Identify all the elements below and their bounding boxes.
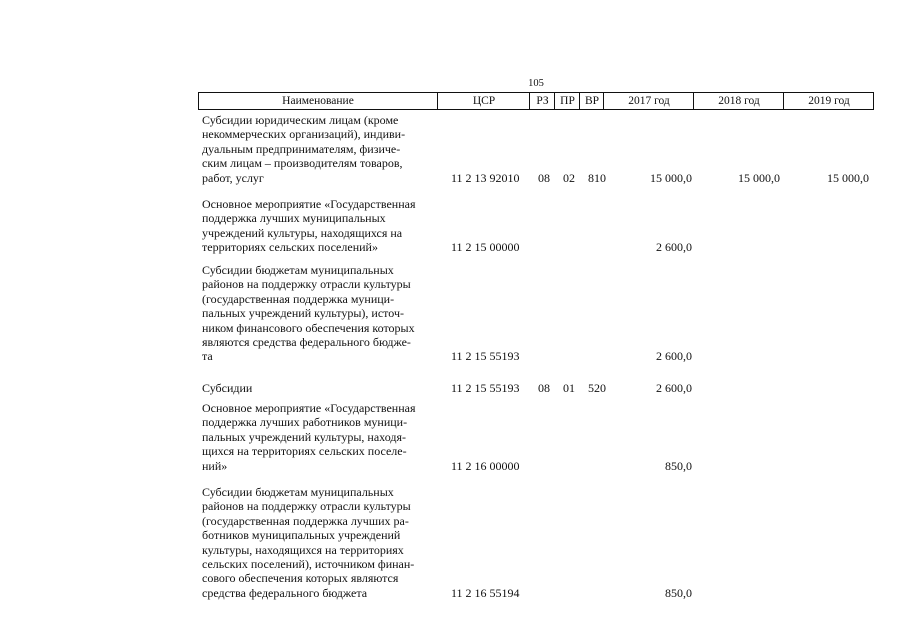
row-name-line: средства федерального бюджета <box>202 585 368 600</box>
row-name <box>202 113 438 185</box>
page-number: 105 <box>528 78 544 89</box>
header-rz: РЗ <box>529 93 555 109</box>
row-name-line: (государственная поддержка муници- <box>202 291 395 306</box>
row-name-line: пальных учреждений культуры), источ- <box>202 306 404 321</box>
row-name-line: Основное мероприятие «Государственная <box>202 197 416 211</box>
row-name-line: районов на поддержку отрасли культуры <box>202 499 411 514</box>
row-name-line: Субсидии юридическим лицам (кроме <box>202 113 399 127</box>
row-name-line: сового обеспечения которых являются <box>202 571 399 586</box>
row-name <box>202 485 438 600</box>
row-pr-value: 01 <box>563 381 575 395</box>
row-name-line: ским лицам – производителям товаров, <box>202 156 403 171</box>
row-name-line: пальных учреждений культуры, находя- <box>202 429 406 444</box>
row-name-line: Субсидии <box>202 381 253 395</box>
header-2017: 2017 год <box>603 93 694 109</box>
row-name-line: щихся на территориях сельских поселе- <box>202 444 407 459</box>
header-name: Наименование <box>282 95 354 107</box>
row-name-line: ний» <box>202 458 228 473</box>
row-vr-value: 810 <box>588 170 606 185</box>
row-vr-value: 520 <box>588 381 606 395</box>
row-name-line: поддержка лучших работников муници- <box>202 415 408 430</box>
row-y2017-value: 2 600,0 <box>656 349 692 364</box>
row-rz-value: 08 <box>538 381 550 395</box>
row-name-line: Основное мероприятие «Государственная <box>202 401 416 415</box>
row-name-line: учреждений культуры, находящихся на <box>202 225 403 240</box>
row-name-line: (государственная поддержка лучших ра- <box>202 513 409 528</box>
row-name-line: Субсидии бюджетам муниципальных <box>202 485 394 499</box>
row-csr-value: 11 2 13 92010 <box>451 170 520 185</box>
row-name-line: Субсидии бюджетам муниципальных <box>202 263 394 277</box>
row-y2017-value: 15 000,0 <box>650 170 692 185</box>
row-csr-value: 11 2 16 55194 <box>451 585 520 600</box>
row-y2017-value: 2 600,0 <box>656 240 692 255</box>
row-name <box>202 381 438 395</box>
row-name-line: районов на поддержку отрасли культуры <box>202 277 411 292</box>
row-name-line: та <box>202 349 213 364</box>
row-csr-value: 11 2 15 55193 <box>451 349 520 364</box>
row-y2017-value: 850,0 <box>665 458 692 473</box>
header-csr: ЦСР <box>437 93 530 109</box>
row-y2017-value: 2 600,0 <box>656 381 692 395</box>
row-name-line: дуальным предпринимателям, физиче- <box>202 141 401 156</box>
row-y2017-value: 850,0 <box>665 585 692 600</box>
row-csr-value: 11 2 16 00000 <box>451 458 520 473</box>
row-name-line: культуры, находящихся на территориях <box>202 542 404 557</box>
row-y2019-value: 15 000,0 <box>827 170 869 185</box>
row-name-line: поддержка лучших муниципальных <box>202 211 386 226</box>
row-name-line: работ, услуг <box>202 170 264 185</box>
row-name-line: являются средства федерального бюдже- <box>202 335 411 350</box>
row-name-line: некоммерческих организаций), индиви- <box>202 127 406 142</box>
row-name-line: территориях сельских поселений» <box>202 240 378 255</box>
header-2018: 2018 год <box>693 93 784 109</box>
row-pr-value: 02 <box>563 170 575 185</box>
row-name <box>202 197 438 255</box>
header-2019: 2019 год <box>783 93 874 109</box>
row-name-line: ботников муниципальных учреждений <box>202 528 401 543</box>
row-name-line: ником финансового обеспечения которых <box>202 320 415 335</box>
header-vr: ВР <box>579 93 604 109</box>
row-name-line: сельских поселений), источником финан- <box>202 557 415 572</box>
table-header <box>198 92 874 110</box>
row-csr-value: 11 2 15 55193 <box>451 381 520 395</box>
row-rz-value: 08 <box>538 170 550 185</box>
row-name <box>202 401 438 473</box>
row-y2018-value: 15 000,0 <box>738 170 780 185</box>
header-pr: ПР <box>554 93 580 109</box>
row-name <box>202 263 438 364</box>
row-csr-value: 11 2 15 00000 <box>451 240 520 255</box>
